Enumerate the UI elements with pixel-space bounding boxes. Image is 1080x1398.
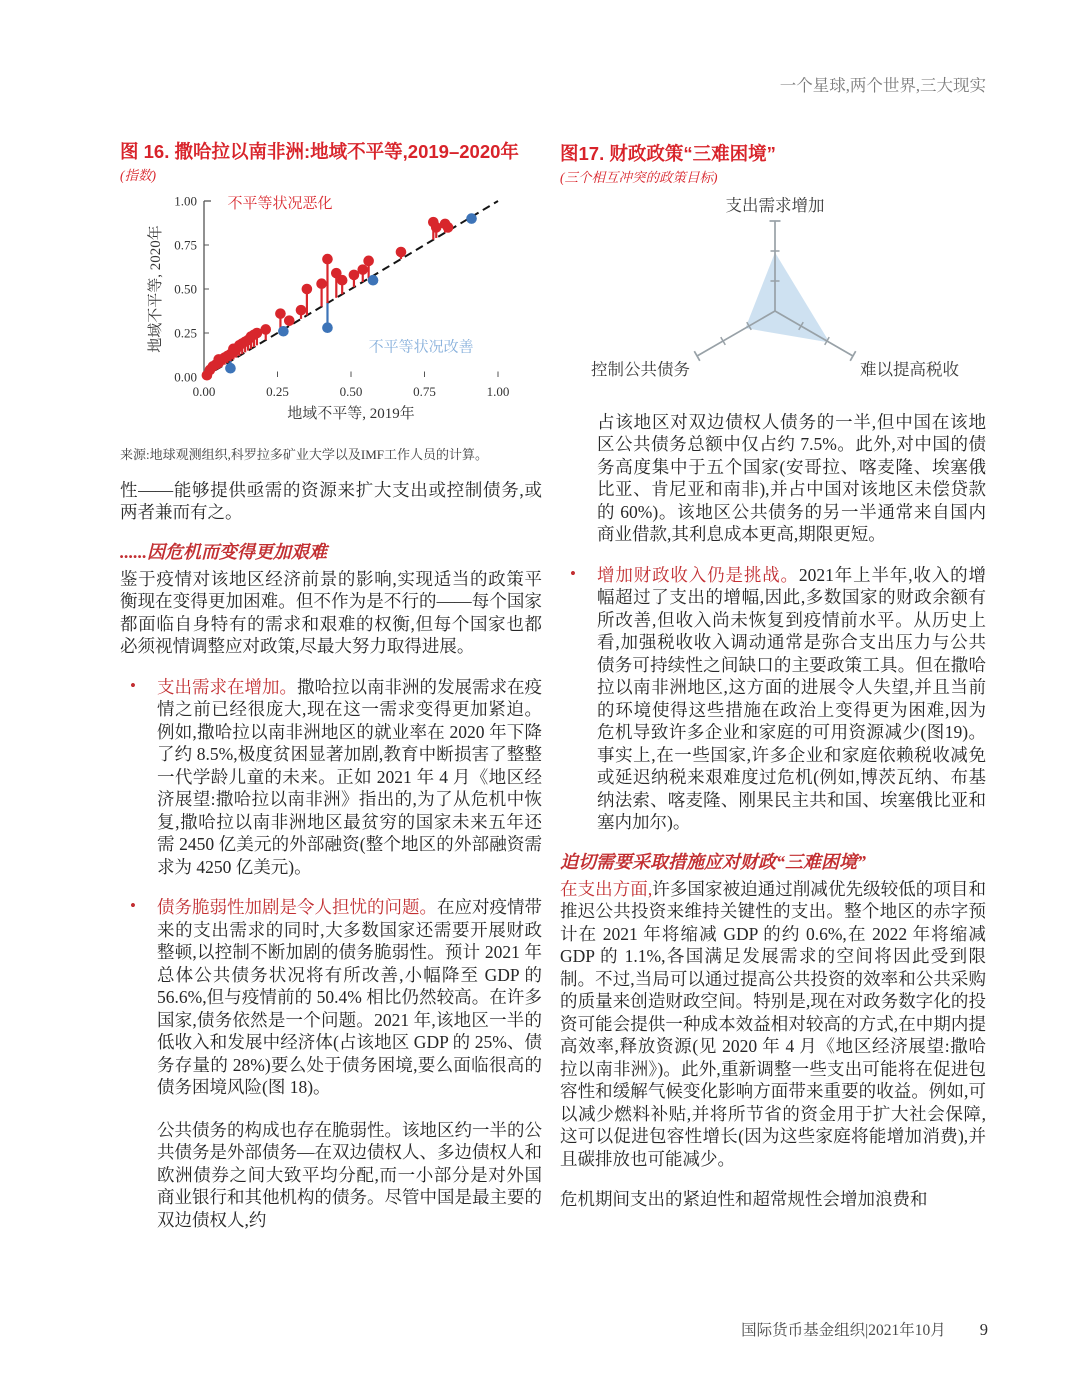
svg-text:1.00: 1.00 xyxy=(174,193,197,209)
bullet-debt-vulnerability xyxy=(120,896,542,1099)
svg-text:不平等状况改善: 不平等状况改善 xyxy=(368,339,474,356)
figure17-chart xyxy=(560,187,986,397)
svg-text:0.00: 0.00 xyxy=(192,384,216,399)
radar-area xyxy=(745,253,829,343)
section-heading-trilemma: 迫切需要采取措施应对财政“三难困境” xyxy=(560,851,866,872)
bullet-lead: 增加财政收入仍是挑战。 xyxy=(597,564,799,585)
figure16-subtitle: (指数) xyxy=(120,168,156,183)
svg-text:地域不平等, 2020年: 地域不平等, 2020年 xyxy=(148,225,164,353)
bullet-revenue-challenge xyxy=(560,564,986,834)
paragraph-lead: 在支出方面, xyxy=(560,878,653,899)
figure-17 xyxy=(560,142,986,403)
intro-paragraph: 性——能够提供亟需的资源来扩大支出或控制债务,或两者兼而有之。 xyxy=(120,479,542,522)
bullet-marker: • xyxy=(130,675,136,695)
section-heading-crisis: ......因危机而变得更加艰难 xyxy=(120,541,327,562)
paragraph-spending-side xyxy=(560,878,986,1171)
page-number: 9 xyxy=(979,1320,988,1339)
figure-16 xyxy=(120,140,542,463)
figure17-subtitle: (三个相互冲突的政策目标) xyxy=(560,170,718,185)
svg-text:0.00: 0.00 xyxy=(174,369,197,385)
svg-text:0.25: 0.25 xyxy=(266,384,289,399)
left-column xyxy=(120,140,542,1231)
figure16-source: 来源:地球观测组织,科罗拉多矿业大学以及IMF工作人员的计算。 xyxy=(120,446,488,462)
svg-text:支出需求增加: 支出需求增加 xyxy=(725,196,825,215)
bullet-marker: • xyxy=(130,896,136,915)
svg-text:0.75: 0.75 xyxy=(174,237,197,253)
svg-text:不平等状况恶化: 不平等状况恶化 xyxy=(227,196,333,213)
bullet-text: 撒哈拉以南非洲的发展需求在疫情之前已经很庞大,现在这一需求变得更加紧迫。例如,撒哈拉以南非洲地区的就业率在 2020 年下降了约 8.5%,极度贫困显著加剧,教育中断损害了整整一代学龄儿童的未来。正如 2021 年 4 月《地区经济展望:撒哈拉以南非洲》指出的,为了从危机中恢复,撒哈拉以南非洲地区最贫穷的国家未来五年还需 2450 亿美元的外部融资(整个地区的外部融资需求为 4250 亿美元)。 xyxy=(157,676,542,877)
bullet-text: 在应对疫情带来的支出需求的同时,大多数国家还需要开展财政整顿,以控制不断加剧的债务脆弱性。预计 2021 年总体公共债务状况将有所改善,小幅降至 GDP 的 56.6%,但与疫情前的 50.4% 相比仍然较高。在许多国家,债务依然是一个问题。2021 年,该地区一半的低收入和发展中经济体(占该地区 GDP 的 25%、债务存量的 28%)要么处于债务困境,要么面临很高的债务困境风险(图 18)。 xyxy=(157,897,542,1097)
running-header: 一个星球,两个世界,三大现实 xyxy=(779,76,986,95)
svg-text:0.50: 0.50 xyxy=(174,281,197,297)
paragraph-body: 许多国家被迫通过削减优先级较低的项目和推迟公共投资来维持关键性的支出。整个地区的赤字预计在 2021 年将缩减 GDP 的约 0.6%,在 2022 年将缩减 GDP 的 1.1%,各国满足发展需求的空间将因此受到限制。不过,当局可以通过提高公共投资的效率和公共采购的质量来创造财政空间。特别是,现在对政务数字化的投资可能会提供一种成本效益相对较高的方式,在中期内提高效率,释放资源(见 2020 年 4 月《地区经济展望:撒哈拉以南非洲》)。此外,重新调整一些支出可能将在促进包容性和缓解气候变化影响方面带来重要的收益。例如,可以减少燃料补贴,并将所节省的资金用于扩大社会保障,这可以促进包容性增长(因为这些家庭将能增加消费),并且碳排放也可能减少。 xyxy=(560,878,987,1169)
svg-text:0.75: 0.75 xyxy=(413,384,436,399)
paragraph-closing: 危机期间支出的紧迫性和超常规性会增加浪费和 xyxy=(560,1189,928,1209)
paragraph-policy-balance: 鉴于疫情对该地区经济前景的影响,实现适当的政策平衡现在变得更加困难。但不作为是不行的——每个国家都面临自身特有的需求和艰难的权衡,但每个国家也都必须视情调整应对政策,尽最大努力取得进展。 xyxy=(120,568,542,656)
bullet-spending-needs xyxy=(120,676,542,879)
figure16-chart xyxy=(120,185,540,435)
svg-text:0.25: 0.25 xyxy=(174,325,197,341)
svg-text:控制公共债务: 控制公共债务 xyxy=(591,360,690,379)
figure16-title: 图 16. 撒哈拉以南非洲:地域不平等,2019–2020年 xyxy=(120,141,519,162)
bullet-lead: 债务脆弱性加剧是令人担忧的问题。 xyxy=(157,897,437,917)
svg-text:难以提高税收: 难以提高税收 xyxy=(860,360,959,379)
svg-text:0.50: 0.50 xyxy=(339,384,363,399)
right-column xyxy=(560,142,986,1211)
footer-publisher-date: 国际货币基金组织|2021年10月 xyxy=(741,1322,946,1339)
paragraph-debt-composition: 公共债务的构成也存在脆弱性。该地区约一半的公共债务是外部债务—在双边债权人、多边债权人和欧洲债券之间大致平均分配,而一小部分是对外国商业银行和其他机构的债务。尽管中国是最主要的双边债权人,约 xyxy=(157,1119,542,1230)
page-footer xyxy=(741,1318,988,1340)
bullet-lead: 支出需求在增加。 xyxy=(157,676,297,697)
figure17-title: 图17. 财政政策“三难困境” xyxy=(560,143,776,164)
svg-text:1.00: 1.00 xyxy=(486,384,510,399)
bullet-text: 2021年上半年,收入的增幅超过了支出的增幅,因此,多数国家的财政余额有所改善,但收入尚未恢复到疫情前水平。从历史上看,加强税收收入调动通常是弥合支出压力与公共债务可持续性之间缺口的主要政策工具。但在撒哈拉以南非洲地区,这方面的进展令人失望,并且当前的环境使得这些措施在政治上变得更为困难,因为危机导致许多企业和家庭的可用资源减少(图19)。事实上,在一些国家,许多企业和家庭依赖税收减免或延迟纳税来艰难度过危机(例如,博茨瓦纳、布基纳法索、喀麦隆、刚果民主共和国、埃塞俄比亚和塞内加尔)。 xyxy=(597,564,987,832)
svg-text:地域不平等, 2019年: 地域不平等, 2019年 xyxy=(287,406,415,422)
bullet-marker: • xyxy=(570,563,576,583)
paragraph-china-debt: 占该地区对双边债权人债务的一半,但中国在该地区公共债务总额中仅占约 7.5%。此外,对中国的债务高度集中于五个国家(安哥拉、喀麦隆、埃塞俄比亚、肯尼亚和南非),并占中国对该地区未偿贷款的 60%)。该地区公共债务的另一半通常来自国内商业借款,其利息成本更高,期限更短。 xyxy=(597,411,986,544)
